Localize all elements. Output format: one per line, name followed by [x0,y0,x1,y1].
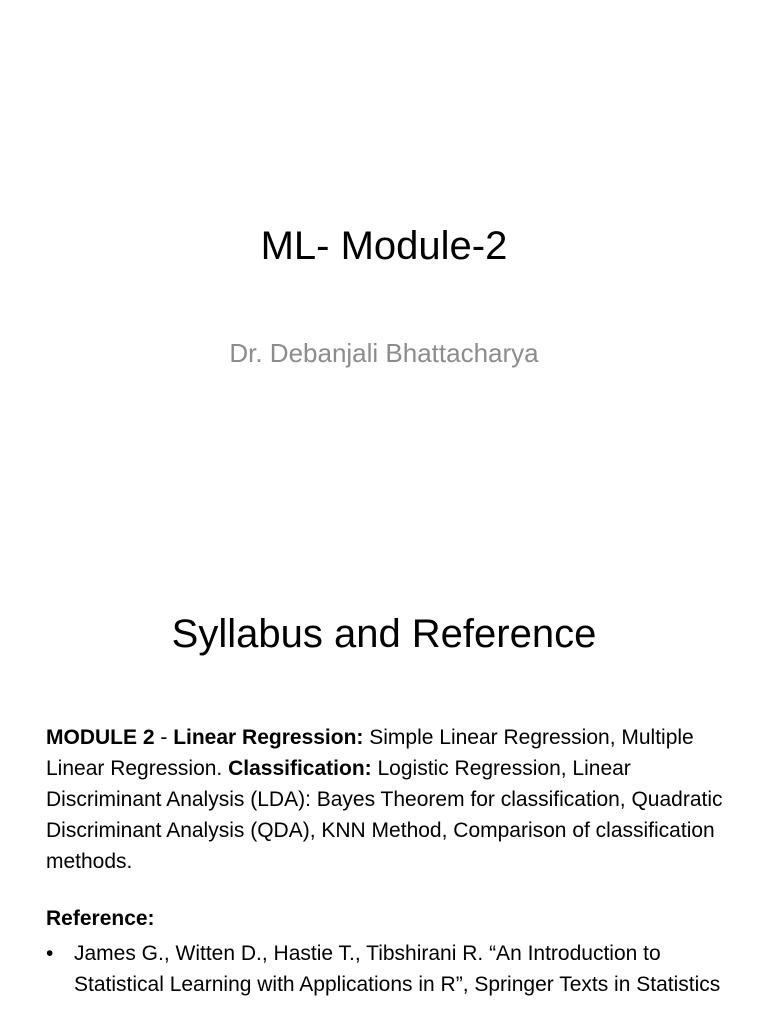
slide-subtitle-author: Dr. Debanjali Bhattacharya [229,338,539,368]
module-label: MODULE 2 [46,726,155,749]
slide-body [46,722,746,1000]
classification-label: Classification: [228,757,372,780]
slide-title: Syllabus and Reference [171,612,597,656]
classification-text: Logistic Regression, Linear Discriminant Analysis (LDA): Bayes Theorem for classification, Quadratic Discriminant Analysis (QDA), KNN Method, Comparison of classification methods. [46,757,723,873]
reference-item [46,938,746,1000]
linear-regression-label: Linear Regression: [173,726,364,749]
reference-text: James G., Witten D., Hastie T., Tibshirani R. “An Introduction to Statistical Learning with Applications in R”, Springer Texts in Statistics [74,942,721,996]
bullet-icon: • [46,942,54,965]
slide-title: ML- Module-2 [260,224,508,268]
reference-heading: Reference: [46,907,155,930]
reference-list [46,938,746,1000]
module-dash: - [154,726,174,749]
syllabus-slide [0,576,768,1024]
linear-regression-text: Simple Linear Regression, Multiple Linear Regression. [46,726,694,780]
syllabus-paragraph [46,722,746,877]
